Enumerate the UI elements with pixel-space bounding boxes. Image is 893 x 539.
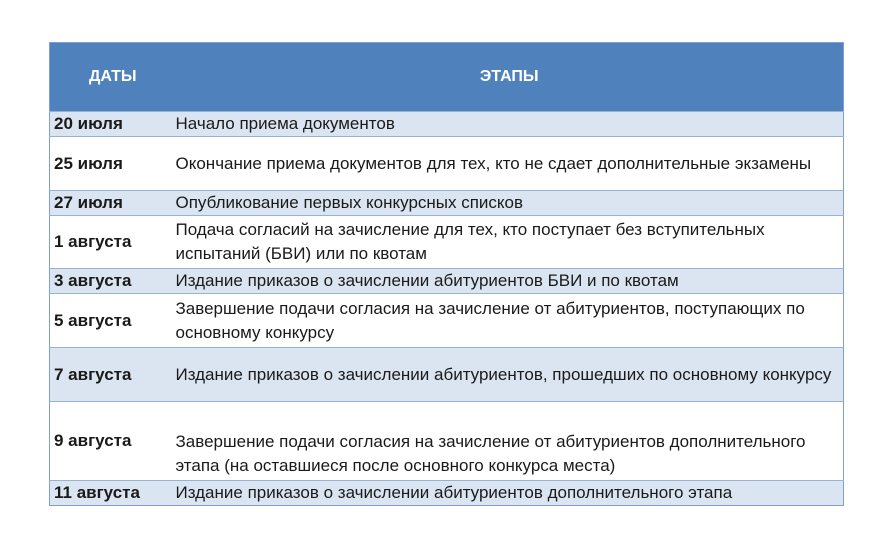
table-row xyxy=(50,216,844,269)
table-row xyxy=(50,348,844,402)
row-date: 7 августа xyxy=(50,348,176,402)
row-stage: Издание приказов о зачислении абитуриентов, прошедших по основному конкурсу xyxy=(176,348,844,402)
row-stage: Окончание приема документов для тех, кто не сдает дополнительные экзамены xyxy=(176,137,844,191)
table-row xyxy=(50,294,844,348)
row-stage: Начало приема документов xyxy=(176,112,844,137)
table-row xyxy=(50,269,844,294)
table-header-row xyxy=(50,43,844,112)
row-date: 1 августа xyxy=(50,216,176,269)
admission-schedule-table xyxy=(49,42,844,506)
row-stage: Завершение подачи согласия на зачисление от абитуриентов, поступающих по основному конкурсу xyxy=(176,294,844,348)
row-stage: Опубликование первых конкурсных списков xyxy=(176,191,844,216)
header-stages: ЭТАПЫ xyxy=(176,43,844,112)
table-row xyxy=(50,137,844,191)
row-date: 9 августа xyxy=(50,402,176,481)
row-date: 11 августа xyxy=(50,481,176,506)
row-date: 27 июля xyxy=(50,191,176,216)
table-row xyxy=(50,402,844,481)
table-row xyxy=(50,191,844,216)
row-stage: Издание приказов о зачислении абитуриентов дополнительного этапа xyxy=(176,481,844,506)
row-stage: Завершение подачи согласия на зачисление от абитуриентов дополнительного этапа (на оставшиеся после основного конкурса места) xyxy=(176,402,844,481)
row-stage: Издание приказов о зачислении абитуриентов БВИ и по квотам xyxy=(176,269,844,294)
row-date: 5 августа xyxy=(50,294,176,348)
table-row xyxy=(50,112,844,137)
header-dates: ДАТЫ xyxy=(50,43,176,112)
row-date: 20 июля xyxy=(50,112,176,137)
row-date: 25 июля xyxy=(50,137,176,191)
row-date: 3 августа xyxy=(50,269,176,294)
row-stage: Подача согласий на зачисление для тех, кто поступает без вступительных испытаний (БВИ) или по квотам xyxy=(176,216,844,269)
table-row xyxy=(50,481,844,506)
